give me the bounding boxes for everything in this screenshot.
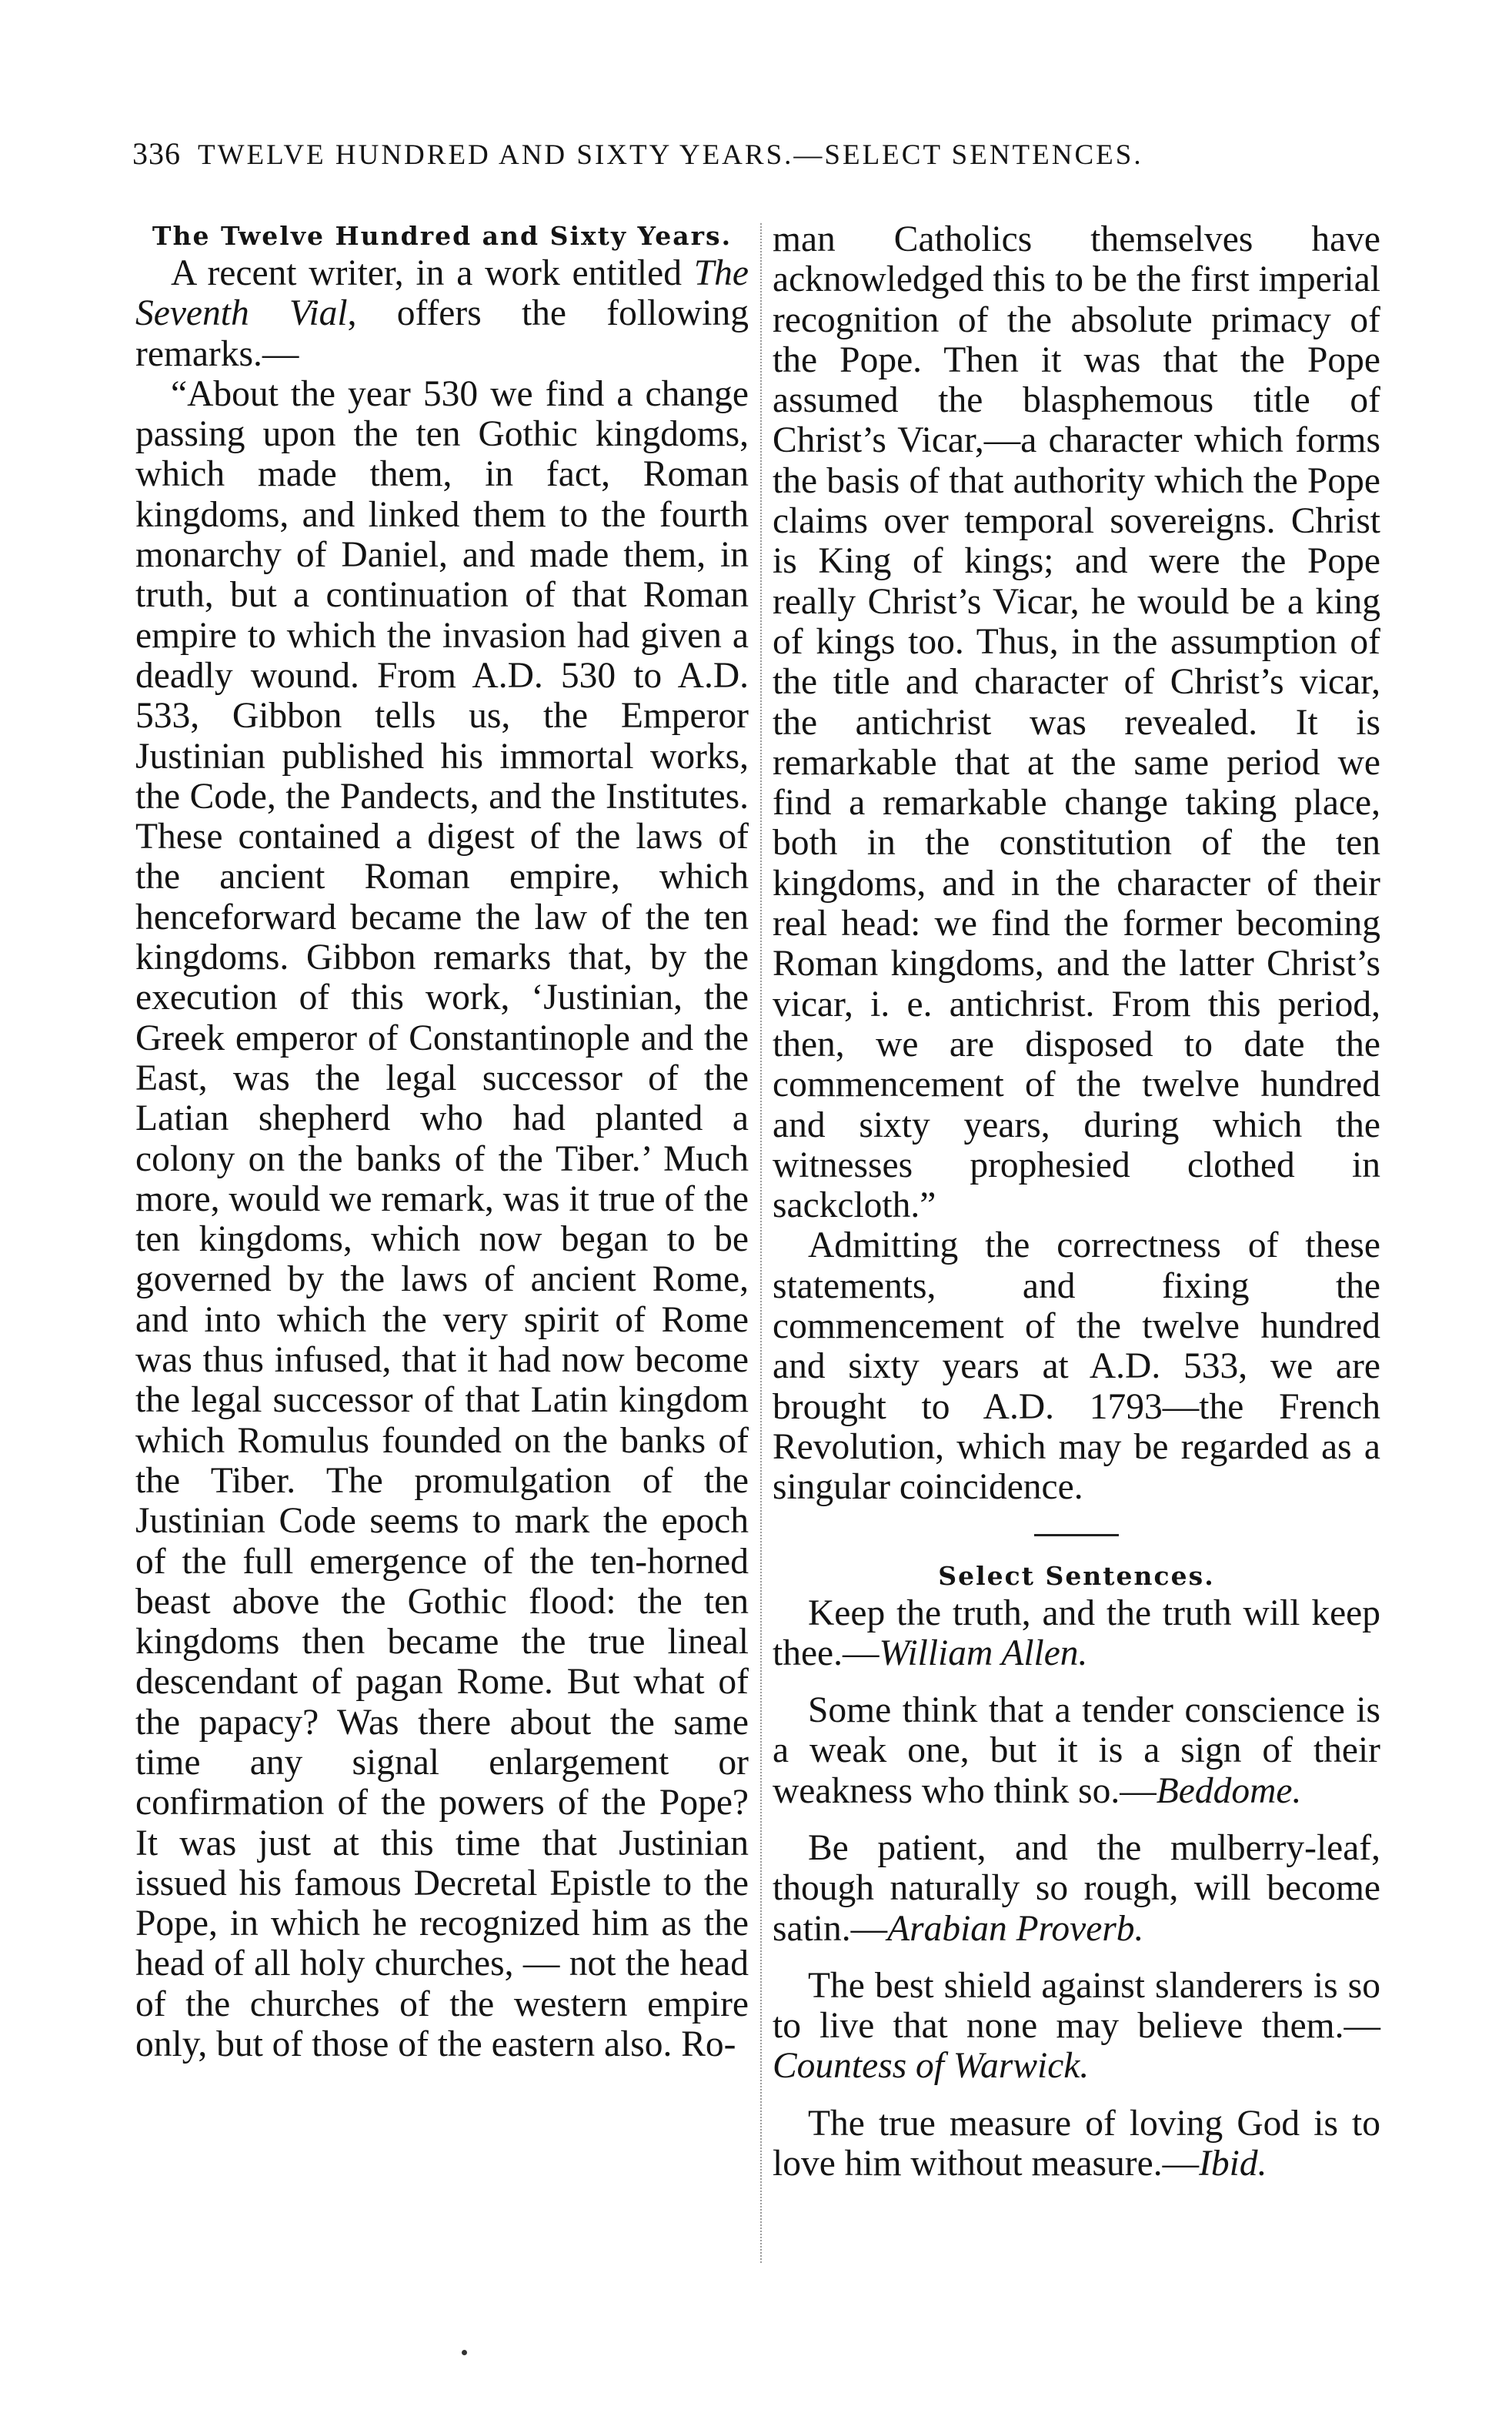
intro-text-1: A recent writer, in a work entitled bbox=[171, 253, 694, 293]
sentence-source: Beddome. bbox=[1156, 1770, 1302, 1811]
intro-text-2: , offers the following remarks.— bbox=[135, 293, 749, 374]
right-column bbox=[773, 219, 1380, 2201]
sentence-source: William Allen. bbox=[879, 1633, 1088, 1673]
sentence-item bbox=[773, 1690, 1380, 1811]
quote-left-paragraph: “About the year 530 we find a change passing upon the ten Gothic kingdoms, which made them, in fact, Roman kingdoms, and linked them to the fourth monarchy of Daniel, and made them, in truth, but a continuation of that Roman empire to which the invasion had given a deadly wound. From A.D. 530 to A.D. 533, Gibbon tells us, the Emperor Justinian published his immortal works, the Code, the Pandects, and the Institutes. These contained a digest of the laws of the ancient Roman empire, which henceforward became the law of the ten kingdoms. Gibbon remarks that, by the execution of this work, ‘Justinian, the Greek emperor of Constantinople and the East, was the legal successor of the Latian shepherd who had planted a colony on the banks of the Tiber.’ Much more, would we remark, was it true of the ten kingdoms, which now began to be governed by the laws of ancient Rome, and into which the very spirit of Rome was thus infused, that it had now become the legal successor of that Latin kingdom which Romulus founded on the banks of the Tiber. The promulgation of the Justinian Code seems to mark the epoch of the full emergence of the ten-horned beast above the Gothic flood: the ten kingdoms then became the true lineal descendant of pagan Rome. But what of the papacy? Was there about the same time any signal enlargement or confirmation of the powers of the Pope? It was just at this time that Justinian issued his famous Decretal Epistle to the Pope, in which he recognized him as the head of all holy churches, — not the head of the churches of the western empire only, but of those of the eastern also. Ro- bbox=[135, 373, 749, 2065]
select-sentences-heading: Select Sentences. bbox=[938, 1560, 1215, 1591]
sentence-item bbox=[773, 1593, 1380, 1674]
sentence-source: Countess of Warwick. bbox=[773, 2046, 1090, 2087]
column-divider bbox=[760, 223, 762, 2263]
intro-work-title: The Seventh Vial bbox=[135, 253, 749, 334]
stray-dot-mark bbox=[462, 2350, 467, 2355]
page-number: 336 bbox=[132, 136, 181, 171]
article-intro bbox=[135, 253, 749, 374]
section-rule bbox=[1034, 1534, 1119, 1536]
sentence-text: The true measure of loving God is to love him without measure.— bbox=[773, 2103, 1380, 2184]
sentence-text: The best shield against slanderers is so to live that none may believe them.— bbox=[773, 1965, 1380, 2047]
sentence-item bbox=[773, 2104, 1380, 2184]
sentence-source: Arabian Proverb. bbox=[887, 1908, 1144, 1949]
sentence-source: Ibid. bbox=[1199, 2144, 1267, 2184]
running-header bbox=[132, 135, 1394, 172]
sentence-text: Keep the truth, and the truth will keep thee.— bbox=[773, 1592, 1380, 1673]
quote-right-paragraph: man Catholics themselves have acknowledged this to be the first imperial recognition of the absolute primacy of the Pope. Then it was that the Pope assumed the blasphemous title of Christ’s Vicar,—a character which forms the basis of that authority which the Pope claims over temporal sovereigns. Christ is King of kings; and were the Pope really Christ’s Vicar, he would be a king of kings too. Thus, in the assumption of the title and character of Christ’s vicar, the antichrist was revealed. It is remarkable that at the same period we find a remarkable change taking place, both in the constitution of the ten kingdoms, and in the character of their real head: we find the former becoming Roman kingdoms, and the latter Christ’s vicar, i. e. antichrist. From this period, then, we are disposed to date the commencement of the twelve hundred and sixty years, during which the witnesses prophesied clothed in sackcloth.” bbox=[773, 219, 1380, 1226]
running-title: TWELVE HUNDRED AND SIXTY YEARS.—SELECT SENTENCES. bbox=[198, 139, 1143, 171]
conclusion-paragraph: Admitting the correctness of these statements, and fixing the commencement of the twelve hundred and sixty years at A.D. 533, we are brought to A.D. 1793—the French Revolution, which may be regarded as a singular coincidence. bbox=[773, 1225, 1380, 1508]
article-heading: The Twelve Hundred and Sixty Years. bbox=[152, 221, 733, 251]
sentence-text: Be patient, and the mulberry-leaf, though naturally so rough, will become satin.— bbox=[773, 1827, 1380, 1949]
left-column bbox=[135, 219, 749, 2064]
sentence-item bbox=[773, 1828, 1380, 1949]
sentence-item bbox=[773, 1966, 1380, 2087]
sentence-text: Some think that a tender conscience is a weak one, but it is a sign of their weakness who think so.— bbox=[773, 1690, 1380, 1811]
